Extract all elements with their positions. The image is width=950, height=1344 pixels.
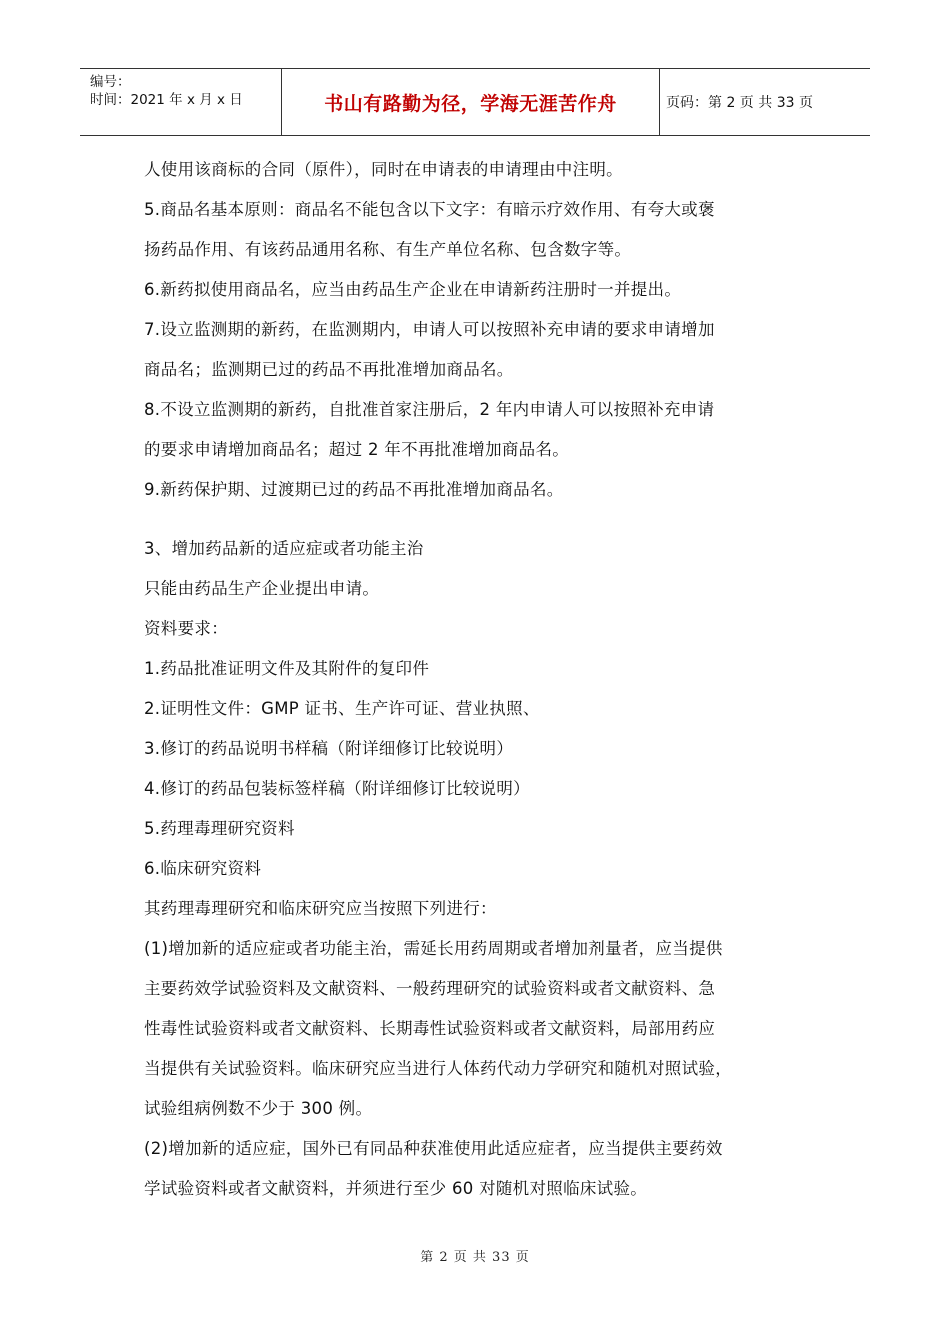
paragraph-line: 商品名；监测期已过的药品不再批准增加商品名。 <box>144 360 514 379</box>
section-heading: 3、增加药品新的适应症或者功能主治 <box>144 539 424 558</box>
paragraph-line: 8.不设立监测期的新药，自批准首家注册后，2 年内申请人可以按照补充申请 <box>144 400 715 419</box>
research-intro: 其药理毒理研究和临床研究应当按照下列进行： <box>144 899 497 918</box>
paragraph-line: 人使用该商标的合同（原件），同时在申请表的申请理由中注明。 <box>144 160 623 179</box>
paragraph-line: 扬药品作用、有该药品通用名称、有生产单位名称、包含数字等。 <box>144 240 632 259</box>
materials-item: 3.修订的药品说明书样稿（附详细修订比较说明） <box>144 739 514 758</box>
paragraph-line: 5.商品名基本原则：商品名不能包含以下文字：有暗示疗效作用、有夸大或褒 <box>144 200 715 219</box>
header-page-info: 页码：第 2 页 共 33 页 <box>666 95 813 111</box>
paragraph-line: (1)增加新的适应症或者功能主治，需延长用药周期或者增加剂量者，应当提供 <box>144 939 723 958</box>
materials-item: 4.修订的药品包装标签样稿（附详细修订比较说明） <box>144 779 530 798</box>
header-meta <box>80 69 280 135</box>
paragraph-line: 试验组病例数不少于 300 例。 <box>144 1099 373 1118</box>
page-header <box>80 68 870 136</box>
materials-item: 2.证明性文件：GMP 证书、生产许可证、营业执照、 <box>144 699 540 718</box>
paragraph-line: 学试验资料或者文献资料，并须进行至少 60 对随机对照临床试验。 <box>144 1179 648 1198</box>
paragraph-spacer <box>144 510 808 529</box>
header-motto: 书山有路勤为径，学海无涯苦作舟 <box>281 69 660 135</box>
document-time: 时间：2021 年 x 月 x 日 <box>90 92 243 108</box>
paragraph-line: 性毒性试验资料或者文献资料、长期毒性试验资料或者文献资料，局部用药应 <box>144 1019 716 1038</box>
paragraph-line: 主要药效学试验资料及文献资料、一般药理研究的试验资料或者文献资料、急 <box>144 979 716 998</box>
page-footer: 第 2 页 共 33 页 <box>420 1250 530 1265</box>
paragraph-line: 6.新药拟使用商品名，应当由药品生产企业在申请新药注册时一并提出。 <box>144 280 682 299</box>
paragraph-line: 9.新药保护期、过渡期已过的药品不再批准增加商品名。 <box>144 480 564 499</box>
document-body <box>144 150 808 1209</box>
paragraph-line: 的要求申请增加商品名；超过 2 年不再批准增加商品名。 <box>144 440 570 459</box>
paragraph-line: 当提供有关试验资料。临床研究应当进行人体药代动力学研究和随机对照试验， <box>144 1059 732 1078</box>
paragraph-line: 只能由药品生产企业提出申请。 <box>144 579 380 598</box>
document-number-label: 编号： <box>90 74 131 90</box>
materials-label: 资料要求： <box>144 619 228 638</box>
materials-item: 1.药品批准证明文件及其附件的复印件 <box>144 659 430 678</box>
materials-item: 6.临床研究资料 <box>144 859 262 878</box>
materials-item: 5.药理毒理研究资料 <box>144 819 295 838</box>
paragraph-line: (2)增加新的适应症，国外已有同品种获准使用此适应症者，应当提供主要药效 <box>144 1139 723 1158</box>
paragraph-line: 7.设立监测期的新药，在监测期内，申请人可以按照补充申请的要求申请增加 <box>144 320 715 339</box>
